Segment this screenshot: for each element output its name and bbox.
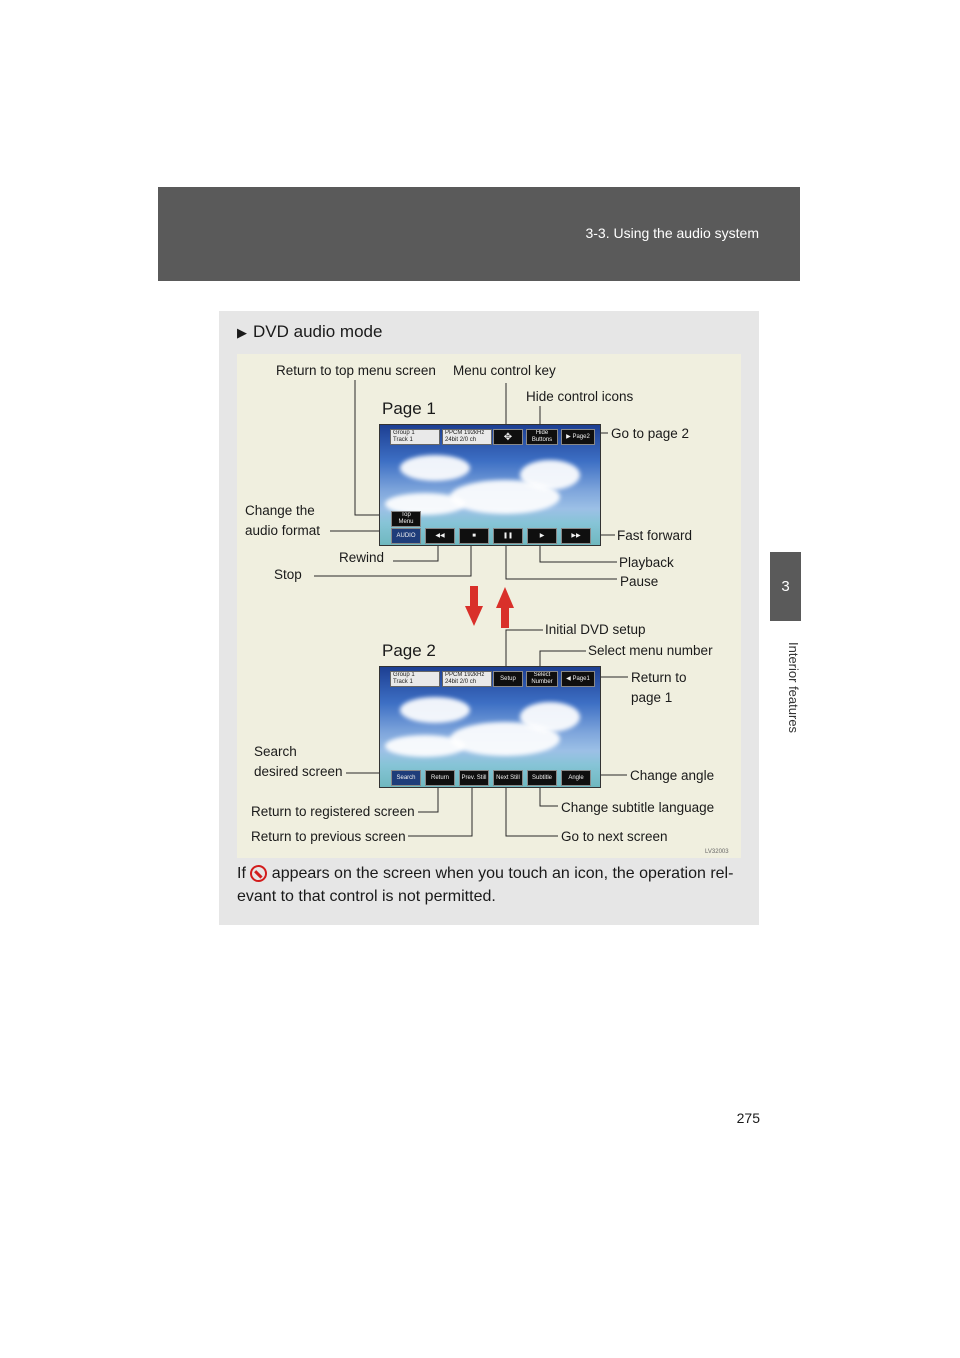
next-still-button[interactable]: Next Still: [493, 770, 523, 786]
rewind-button[interactable]: ◀◀: [425, 528, 455, 544]
label-select-menu-number: Select menu number: [588, 643, 713, 658]
page-switch-arrows-icon: [465, 586, 514, 628]
menu-control-key-icon[interactable]: ✥: [493, 429, 523, 445]
angle-button[interactable]: Angle: [561, 770, 591, 786]
page1-button[interactable]: ◀ Page1: [561, 671, 595, 687]
label-menu-control-key: Menu control key: [453, 363, 556, 378]
heading-text: DVD audio mode: [253, 322, 383, 341]
label-go-next: Go to next screen: [561, 829, 668, 844]
search-button[interactable]: Search: [391, 770, 421, 786]
audio-format-info: PPCM 192kHz 24bit 2/0 ch: [442, 671, 492, 687]
select-number-button[interactable]: Select Number: [526, 671, 558, 687]
label-stop: Stop: [274, 567, 302, 582]
note-text-before: If: [237, 865, 251, 882]
label-return-previous: Return to previous screen: [251, 829, 406, 844]
stop-button[interactable]: ■: [459, 528, 489, 544]
label-search-line1: Search: [254, 744, 297, 759]
label-return-page1-line1: Return to: [631, 670, 687, 685]
page-number: 275: [736, 1110, 760, 1126]
operation-not-permitted-note: [237, 862, 747, 908]
label-return-page1-line2: page 1: [631, 690, 673, 705]
page2-title: Page 2: [382, 641, 436, 660]
label-go-to-page-2: Go to page 2: [611, 426, 690, 441]
chapter-tab: 3: [770, 552, 801, 621]
return-button[interactable]: Return: [425, 770, 455, 786]
label-change-angle: Change angle: [630, 768, 715, 783]
label-fast-forward: Fast forward: [617, 528, 693, 543]
section-title: 3-3. Using the audio system: [585, 225, 759, 241]
subtitle-button[interactable]: Subtitle: [527, 770, 557, 786]
label-search-line2: desired screen: [254, 764, 343, 779]
label-return-registered: Return to registered screen: [251, 804, 415, 819]
figure-id: LV32003: [705, 849, 729, 855]
fast-forward-button[interactable]: ▶▶: [561, 528, 591, 544]
label-playback: Playback: [619, 555, 674, 570]
prohibited-icon: [250, 865, 267, 882]
triangle-marker-icon: ▶: [237, 325, 247, 340]
page2-screen: [379, 666, 601, 788]
prev-still-button[interactable]: Prev. Still: [459, 770, 489, 786]
playback-button[interactable]: ▶: [527, 528, 557, 544]
page1-screen: [379, 424, 601, 546]
setup-button[interactable]: Setup: [493, 671, 523, 687]
chapter-tab-label: Interior features: [786, 642, 801, 734]
group-track-info: Group 1 Track 1: [390, 429, 440, 445]
label-change-format-line2: audio format: [245, 523, 321, 538]
audio-format-info: PPCM 192kHz 24bit 2/0 ch: [442, 429, 492, 445]
hide-buttons-button[interactable]: Hide Buttons: [526, 429, 558, 445]
audio-format-button[interactable]: AUDIO: [391, 528, 421, 544]
top-menu-button[interactable]: Top Menu: [391, 511, 421, 527]
label-return-top-menu: Return to top menu screen: [276, 363, 436, 378]
pause-button[interactable]: ❚❚: [493, 528, 523, 544]
page1-title: Page 1: [382, 399, 436, 418]
note-text-after: appears on the screen when you touch an icon, the operation rel-evant to that control is not permitted.: [237, 865, 734, 905]
label-rewind: Rewind: [339, 550, 385, 565]
page2-button[interactable]: ▶ Page2: [561, 429, 595, 445]
label-initial-dvd-setup: Initial DVD setup: [545, 622, 646, 637]
group-track-info: Group 1 Track 1: [390, 671, 440, 687]
label-hide-control-icons: Hide control icons: [526, 389, 634, 404]
label-change-format-line1: Change the: [245, 503, 315, 518]
label-pause: Pause: [620, 574, 659, 589]
label-change-subtitle: Change subtitle language: [561, 800, 715, 815]
